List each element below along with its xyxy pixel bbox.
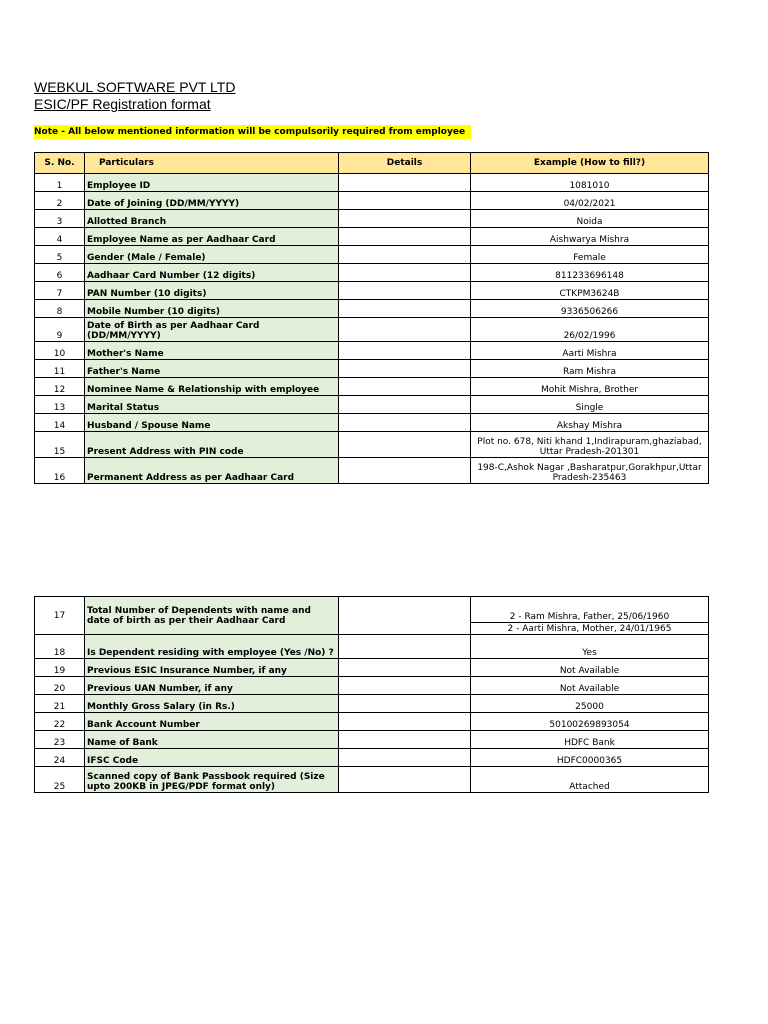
row-sno: 24 (35, 749, 85, 767)
row-particular: Previous UAN Number, if any (85, 677, 339, 695)
table-row (35, 246, 709, 264)
row-example: Yes (471, 635, 709, 659)
row-sno: 7 (35, 282, 85, 300)
row-sno: 3 (35, 210, 85, 228)
row-sno: 10 (35, 342, 85, 360)
row-particular: Is Dependent residing with employee (Yes /No) ? (85, 635, 339, 659)
row-details-field[interactable] (339, 731, 471, 749)
row-details-field[interactable] (339, 677, 471, 695)
row-details-field[interactable] (339, 695, 471, 713)
row-sno: 20 (35, 677, 85, 695)
table-row (35, 713, 709, 731)
row-particular: Employee ID (85, 174, 339, 192)
row-example: Noida (471, 210, 709, 228)
row-example: 198-C,Ashok Nagar ,Basharatpur,Gorakhpur,Uttar Pradesh-235463 (471, 458, 709, 484)
table-header-row (35, 153, 709, 174)
table-row (35, 318, 709, 342)
registration-table-main (34, 152, 709, 484)
row-particular: Mobile Number (10 digits) (85, 300, 339, 318)
row-example: HDFC0000365 (471, 749, 709, 767)
row-example: Plot no. 678, Niti khand 1,Indirapuram,ghaziabad, Uttar Pradesh-201301 (471, 432, 709, 458)
row-sno: 12 (35, 378, 85, 396)
row-sno: 15 (35, 432, 85, 458)
row-sno: 5 (35, 246, 85, 264)
row-example: Attached (471, 767, 709, 793)
row-particular: Total Number of Dependents with name and date of birth as per their Aadhaar Card (85, 597, 339, 635)
row-example: 50100269893054 (471, 713, 709, 731)
row-sno: 17 (35, 597, 85, 635)
row-sno: 4 (35, 228, 85, 246)
row-particular: Present Address with PIN code (85, 432, 339, 458)
row-sno: 9 (35, 318, 85, 342)
row-example: Not Available (471, 659, 709, 677)
row-sno: 22 (35, 713, 85, 731)
row-details-field[interactable] (339, 264, 471, 282)
row-details-field[interactable] (339, 432, 471, 458)
row-example: 9336506266 (471, 300, 709, 318)
row-sno: 14 (35, 414, 85, 432)
table-row (35, 282, 709, 300)
row-details-field[interactable] (339, 228, 471, 246)
row-details-field[interactable] (339, 192, 471, 210)
table-row (35, 635, 709, 659)
table-row (35, 396, 709, 414)
company-name: WEBKUL SOFTWARE PVT LTD (34, 79, 236, 95)
table-row (35, 264, 709, 282)
table-row (35, 597, 709, 623)
header-sno: S. No. (35, 153, 85, 174)
row-example: Ram Mishra (471, 360, 709, 378)
row-example: HDFC Bank (471, 731, 709, 749)
row-particular: Monthly Gross Salary (in Rs.) (85, 695, 339, 713)
table-row (35, 228, 709, 246)
table-row (35, 342, 709, 360)
table-row (35, 432, 709, 458)
row-details-field[interactable] (339, 246, 471, 264)
row-details-field[interactable] (339, 659, 471, 677)
row-details-field[interactable] (339, 300, 471, 318)
row-details-field[interactable] (339, 282, 471, 300)
row-example: Not Available (471, 677, 709, 695)
note-banner: Note - All below mentioned information will be compulsorily required from employee (34, 125, 471, 139)
row-details-field[interactable] (339, 414, 471, 432)
table-row (35, 360, 709, 378)
row-example: 04/02/2021 (471, 192, 709, 210)
row-particular: Nominee Name & Relationship with employee (85, 378, 339, 396)
row-particular: Bank Account Number (85, 713, 339, 731)
row-particular: Name of Bank (85, 731, 339, 749)
row-details-field[interactable] (339, 597, 471, 635)
row-sno: 8 (35, 300, 85, 318)
document-title: ESIC/PF Registration format (34, 96, 211, 112)
header-details: Details (339, 153, 471, 174)
row-example: 811233696148 (471, 264, 709, 282)
header-particulars: Particulars (85, 153, 339, 174)
row-example: Single (471, 396, 709, 414)
row-details-field[interactable] (339, 318, 471, 342)
row-example: 1081010 (471, 174, 709, 192)
row-example: 25000 (471, 695, 709, 713)
row-details-field[interactable] (339, 635, 471, 659)
row-sno: 2 (35, 192, 85, 210)
row-particular: Husband / Spouse Name (85, 414, 339, 432)
row-sno: 25 (35, 767, 85, 793)
table-row (35, 378, 709, 396)
row-particular: Mother's Name (85, 342, 339, 360)
row-example: Female (471, 246, 709, 264)
row-particular: Marital Status (85, 396, 339, 414)
row-sno: 21 (35, 695, 85, 713)
row-particular: Date of Joining (DD/MM/YYYY) (85, 192, 339, 210)
row-sno: 18 (35, 635, 85, 659)
row-particular: Previous ESIC Insurance Number, if any (85, 659, 339, 677)
row-particular: Permanent Address as per Aadhaar Card (85, 458, 339, 484)
row-sno: 16 (35, 458, 85, 484)
table-row (35, 677, 709, 695)
row-particular: PAN Number (10 digits) (85, 282, 339, 300)
row-example: CTKPM3624B (471, 282, 709, 300)
table-row (35, 749, 709, 767)
table-row (35, 300, 709, 318)
table-row (35, 192, 709, 210)
row-particular: Scanned copy of Bank Passbook required (Size upto 200KB in JPEG/PDF format only) (85, 767, 339, 793)
row-details-field[interactable] (339, 378, 471, 396)
row-details-field[interactable] (339, 396, 471, 414)
table-row (35, 458, 709, 484)
row-example: Aishwarya Mishra (471, 228, 709, 246)
row-sno: 11 (35, 360, 85, 378)
row-sno: 6 (35, 264, 85, 282)
row-example: 2 - Ram Mishra, Father, 25/06/1960 (471, 597, 709, 623)
row-particular: Allotted Branch (85, 210, 339, 228)
row-example: 26/02/1996 (471, 318, 709, 342)
table-row (35, 210, 709, 228)
row-sno: 1 (35, 174, 85, 192)
table-row (35, 731, 709, 749)
row-details-field[interactable] (339, 360, 471, 378)
row-example: 2 - Aarti Mishra, Mother, 24/01/1965 (471, 623, 709, 635)
table-row (35, 695, 709, 713)
row-details-field[interactable] (339, 210, 471, 228)
row-example: Akshay Mishra (471, 414, 709, 432)
table-row (35, 767, 709, 793)
row-details-field[interactable] (339, 174, 471, 192)
row-details-field[interactable] (339, 458, 471, 484)
row-particular: Employee Name as per Aadhaar Card (85, 228, 339, 246)
row-details-field[interactable] (339, 749, 471, 767)
row-example: Aarti Mishra (471, 342, 709, 360)
registration-table-continued (34, 596, 709, 793)
row-particular: IFSC Code (85, 749, 339, 767)
row-particular: Gender (Male / Female) (85, 246, 339, 264)
row-particular: Aadhaar Card Number (12 digits) (85, 264, 339, 282)
row-particular: Date of Birth as per Aadhaar Card (DD/MM/YYYY) (85, 318, 339, 342)
row-sno: 19 (35, 659, 85, 677)
row-details-field[interactable] (339, 342, 471, 360)
row-example: Mohit Mishra, Brother (471, 378, 709, 396)
row-particular: Father's Name (85, 360, 339, 378)
table-row (35, 414, 709, 432)
row-sno: 13 (35, 396, 85, 414)
row-details-field[interactable] (339, 767, 471, 793)
row-sno: 23 (35, 731, 85, 749)
row-details-field[interactable] (339, 713, 471, 731)
header-example: Example (How to fill?) (471, 153, 709, 174)
table-row (35, 174, 709, 192)
table-row (35, 659, 709, 677)
